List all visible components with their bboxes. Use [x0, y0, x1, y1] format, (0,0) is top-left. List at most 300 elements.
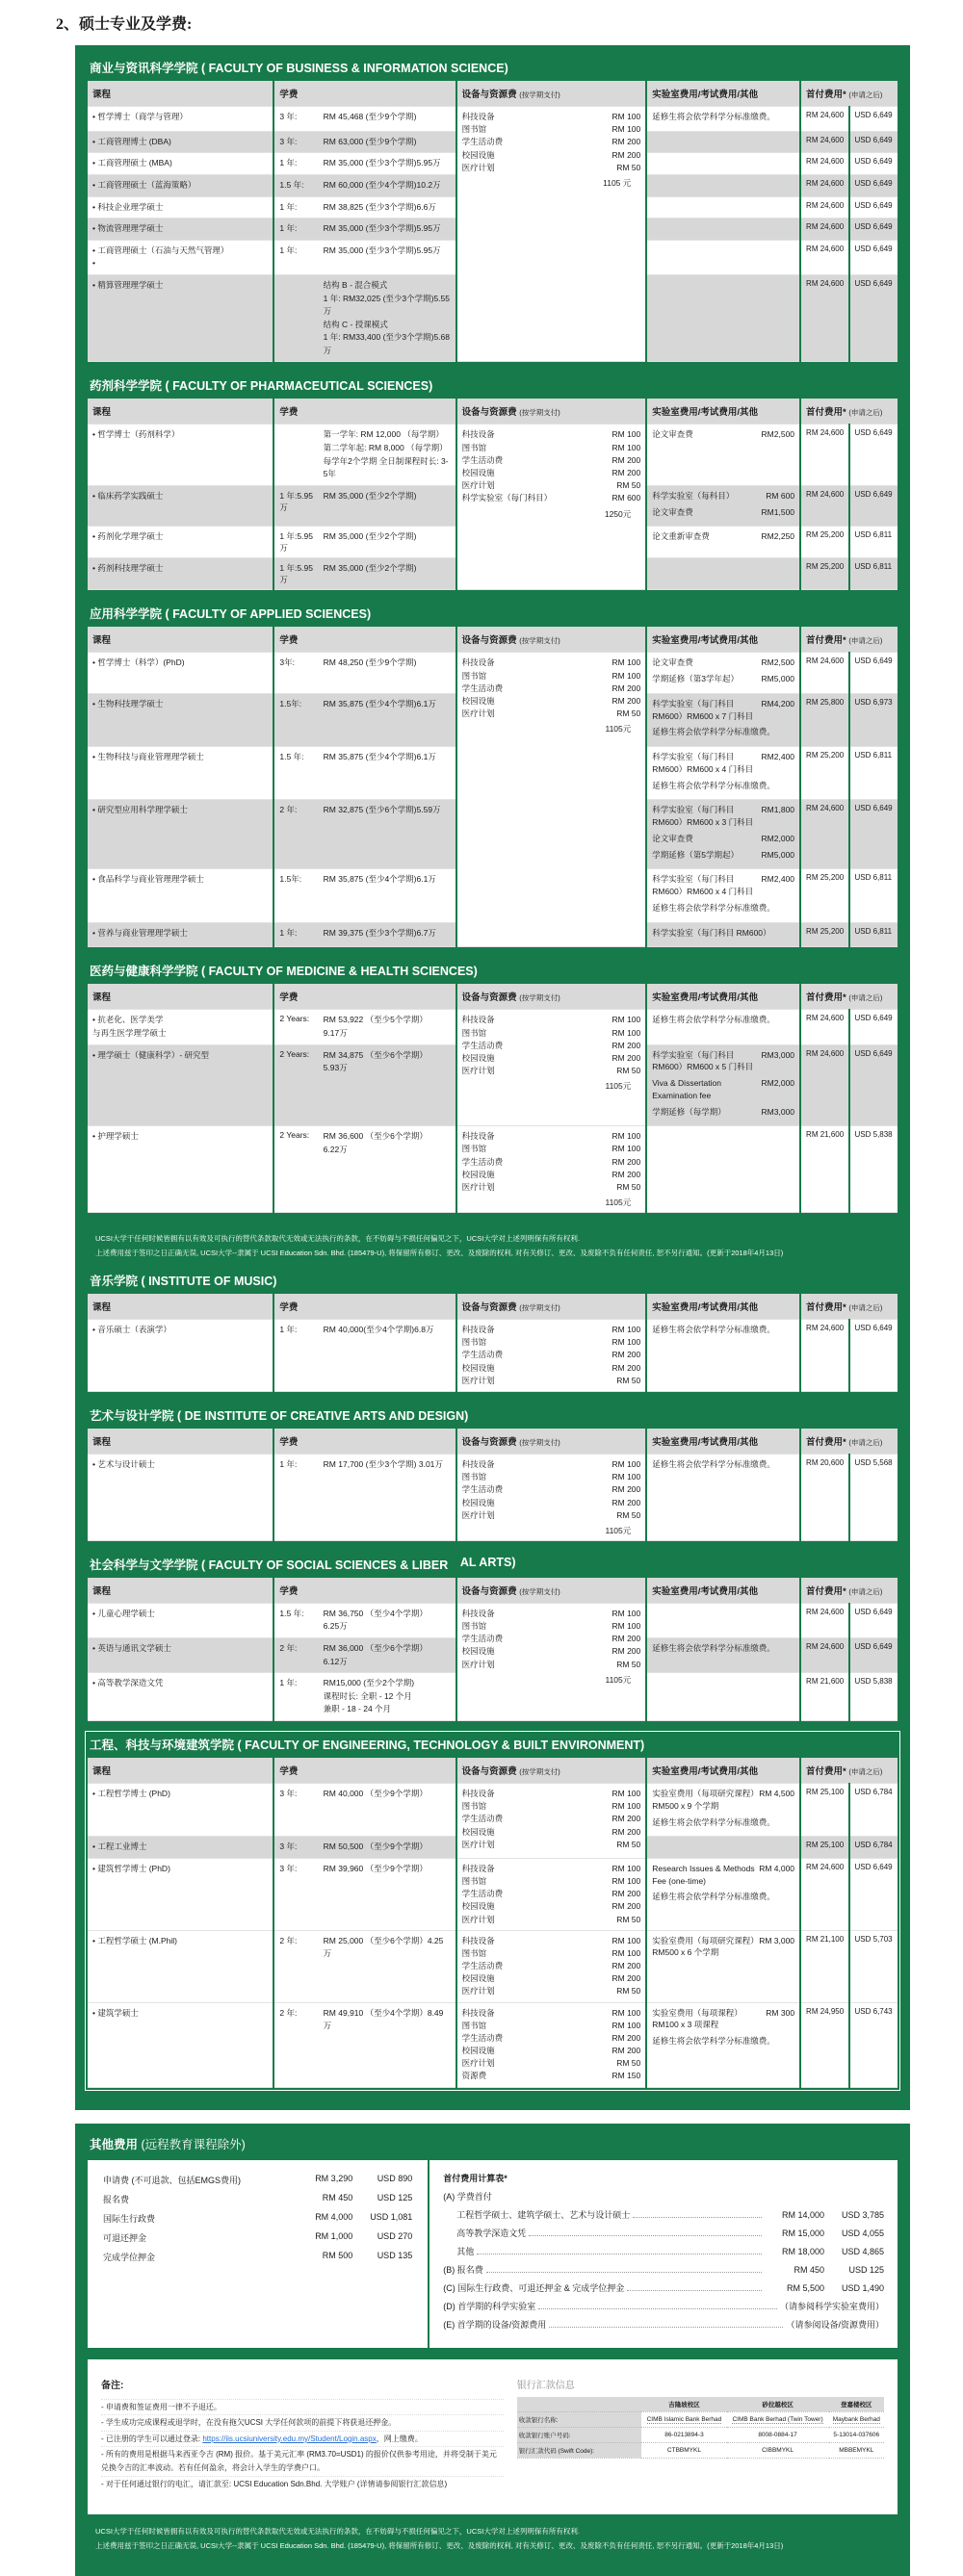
misc-fee-label: 申请费 (不可退款、包括EMGS费用) — [103, 2175, 241, 2185]
equipment-item-label: 资源费 — [461, 2071, 487, 2081]
course-cell — [88, 1044, 273, 1126]
equipment-item-price: RM 200 — [612, 1362, 641, 1373]
course-cell — [88, 1638, 273, 1673]
table-header-row — [88, 984, 898, 1010]
equipment-item-price: RM 100 — [612, 1337, 641, 1348]
equipment-item — [462, 1935, 641, 1947]
equipment-cell — [456, 425, 647, 590]
table-header-row — [88, 81, 898, 107]
bank-header-cell: 登嘉楼校区 — [829, 2397, 884, 2412]
lab-fees-cell — [646, 1455, 800, 1541]
header-downpayment-sub: (申请之后) — [848, 993, 883, 1003]
tuition-cell — [319, 1930, 456, 2002]
lab-fee-line — [652, 873, 794, 898]
tuition-cell — [319, 107, 456, 132]
equipment-item-label: 医疗计划 — [461, 2058, 495, 2069]
header-equipment: 设备与资源费 (按学期支付) — [456, 1758, 647, 1784]
calc-line — [443, 2281, 884, 2294]
equipment-item-label: 图书馆 — [461, 1801, 487, 1812]
header-tuition: 学费 — [273, 984, 455, 1010]
lab-fee-amount: RM5,000 — [761, 674, 795, 684]
lab-fee-label: 实验室费用（每项研究课程）RM500 x 9 个学期 — [652, 1789, 755, 1811]
equipment-item-price: RM 200 — [612, 1169, 641, 1179]
text-line: • 生物科技理学硕士 — [92, 698, 164, 708]
equipment-item-label: 校园设施 — [461, 1646, 495, 1657]
notes-panel — [88, 2369, 517, 2500]
equipment-cell — [456, 653, 647, 947]
equipment-item-price: RM 100 — [612, 2007, 641, 2018]
duration-cell: 2 年: — [273, 1638, 318, 1673]
calc-leader — [529, 2235, 762, 2236]
tuition-cell — [319, 153, 456, 175]
downpayment-usd-cell: USD 5,568 — [849, 1455, 898, 1541]
tuition-cell — [319, 196, 456, 219]
text-line: • 科技企业理学硕士 — [92, 201, 164, 212]
equipment-item-price: RM 100 — [612, 429, 641, 440]
downpayment-usd-cell: USD 6,649 — [849, 107, 898, 132]
downpayment-usd-cell: USD 6,811 — [849, 527, 898, 558]
equipment-item — [462, 1888, 641, 1900]
equipment-item-price: RM 50 — [616, 708, 641, 719]
disclaimer-line: 上述费用兹于签印之日正确无误, UCSI大学--隶属于 UCSI Education Sdn. Bhd. (185479-U), 将保留所有修订、更改、及废除的权利, 对有关修订、更改、及废除不负有任何责任, 恕不另行通知。(更新于2018年4月13日) — [95, 2541, 784, 2551]
lab-fee-label: 延修生将会依学科学分标准缴费。 — [652, 727, 775, 737]
calc-label: 工程哲学硕士、建筑学硕士、艺术与设计硕士 — [456, 2209, 631, 2220]
tuition-cell — [319, 558, 456, 590]
misc-fee-line — [103, 2212, 412, 2225]
downpayment-calc — [428, 2160, 898, 2348]
duration-cell — [273, 274, 318, 362]
equipment-item — [462, 1027, 641, 1040]
header-downpayment-sub: (申请之后) — [848, 1767, 883, 1777]
equipment-total: 1105元 — [605, 1198, 632, 1208]
tuition-cell — [319, 1858, 456, 1930]
course-cell — [88, 1320, 273, 1392]
downpayment-usd-cell: USD 6,649 — [849, 1638, 898, 1673]
lab-fees-cell — [646, 527, 800, 558]
downpayment-rm-cell: RM 24,600 — [800, 174, 848, 196]
text-line: RM 36,600 （至少6个学期） — [323, 1131, 428, 1142]
equipment-item-label: 学生活动费 — [461, 1889, 504, 1899]
lab-fee-line — [652, 2007, 794, 2032]
course-cell — [88, 747, 273, 800]
lab-fee-amount: RM4,200 — [761, 698, 795, 708]
duration-cell: 1 年: — [273, 153, 318, 175]
equipment-item-price: RM 50 — [616, 480, 641, 491]
lab-fee-line — [652, 833, 794, 845]
text-line: RM 35,000 (至少2个学期) — [323, 563, 417, 574]
equipment-item — [462, 492, 641, 504]
lab-fees-cell — [646, 196, 800, 219]
bank-title: 银行汇款信息 — [516, 2380, 575, 2391]
course-cell — [88, 653, 273, 694]
text-line: • 高等教学深造文凭 — [92, 1678, 164, 1688]
lab-fee-amount: RM2,500 — [761, 657, 795, 668]
lab-fee-line — [652, 1788, 794, 1813]
lab-fee-line — [652, 726, 794, 738]
equipment-item-price: RM 200 — [612, 683, 641, 693]
equipment-item-price: RM 200 — [612, 1973, 641, 1984]
misc-fee-line — [103, 2231, 412, 2244]
equipment-item-label: 图书馆 — [461, 670, 487, 681]
faculty-title-extra: AL ARTS) — [459, 1555, 516, 1569]
equipment-cell — [456, 1320, 647, 1392]
equipment-item-label: 图书馆 — [461, 2020, 487, 2030]
text-line: RM 49,910 （至少4个学期）8.49万 — [323, 2007, 444, 2031]
course-cell — [88, 1455, 273, 1541]
calc-line — [443, 2245, 884, 2257]
lab-fee-label: 论文审查费 — [652, 833, 693, 843]
lab-fee-line — [652, 804, 794, 829]
equipment-item-label: 医疗计划 — [461, 1181, 495, 1192]
lab-fee-label: 科学实验室（每门科目 RM600）RM600 x 4 门科目 — [652, 752, 754, 774]
disclaimer-line: UCSI大学于任何时候皆拥有以有效及可执行的替代条款取代无效或无法执行的条款，在不妨碍与不损任何偏见之下，UCSI大学对上述列明保有所有权利. — [95, 1234, 580, 1244]
bank-value: MBBEMYKL — [839, 2446, 874, 2454]
downpayment-rm-cell: RM 21,600 — [800, 1126, 848, 1213]
downpayment-usd-cell: USD 6,649 — [849, 1010, 898, 1044]
text-line: RM 35,875 (至少4个学期)6.1万 — [323, 698, 436, 708]
equipment-item — [462, 1483, 641, 1496]
equipment-item — [462, 1130, 641, 1143]
misc-fee-line — [103, 2193, 412, 2205]
text-line: RM 32,875 (至少6个学期)5.59万 — [323, 805, 441, 815]
header-tuition: 学费 — [273, 81, 455, 107]
equipment-item-price: RM 100 — [612, 657, 641, 668]
equipment-item-price: RM 200 — [612, 137, 641, 147]
equipment-item-price: RM 100 — [612, 1459, 641, 1469]
lab-fee-label: 学期延修（每学期） — [652, 1106, 726, 1117]
course-cell — [88, 425, 273, 485]
fees-table — [88, 627, 898, 947]
tuition-cell — [319, 274, 456, 362]
bank-row-label: 收款银行名称: — [517, 2411, 642, 2427]
lab-fee-line — [652, 751, 794, 776]
lab-fee-line — [652, 673, 794, 685]
equipment-item-price: RM 200 — [612, 149, 641, 160]
equipment-item-price: RM 200 — [612, 1350, 641, 1360]
lab-fee-label: 延修生将会依学科学分标准缴费。 — [652, 2036, 775, 2047]
header-lab: 实验室费用/考试费用/其他 — [646, 1758, 800, 1784]
header-course: 课程 — [88, 1294, 273, 1320]
equipment-item-label: 科技设备 — [461, 1015, 495, 1025]
lab-fees-cell — [646, 869, 800, 922]
equipment-total: 1250元 — [604, 508, 632, 519]
downpayment-usd-cell: USD 6,811 — [849, 922, 898, 947]
course-cell — [88, 240, 273, 274]
header-downpayment-sub: (申请之后) — [848, 1586, 883, 1596]
lab-fees-cell — [646, 107, 800, 132]
equipment-item-price: RM 200 — [612, 1901, 641, 1912]
lab-fees-cell — [646, 1930, 800, 2002]
equipment-item-label: 校园设施 — [461, 149, 495, 160]
header-equipment-sub: (按学期支付) — [519, 1767, 560, 1777]
text-line: • 物流管理理学硕士 — [92, 223, 164, 234]
footer-disclaimer — [88, 2514, 898, 2563]
equipment-item — [462, 683, 641, 695]
lab-fees-cell — [646, 800, 800, 869]
calc-usd: USD 125 — [848, 2264, 884, 2275]
equipment-item-label: 科技设备 — [461, 1325, 495, 1335]
tuition-cell — [319, 1455, 456, 1541]
text-line: 结构 B - 混合模式 — [323, 279, 388, 290]
equipment-item — [462, 1839, 641, 1851]
lab-fees-cell — [646, 1858, 800, 1930]
equipment-item-label: 学生活动费 — [461, 683, 504, 693]
equipment-item-price: RM 50 — [616, 162, 641, 172]
downpayment-usd-cell: USD 6,649 — [849, 153, 898, 175]
note-item: - 所有的费用是根据马来西亚令吉 (RM) 报价。基于美元汇率 (RM3.70=USD1) 的报价仅供参考用途，并将受制于美元兑换令吉的汇率波动。若有任何盈余，将会计入学生的学费户口。 — [101, 2446, 504, 2475]
equipment-item-price: RM 100 — [612, 1027, 641, 1038]
duration-cell: 3 年: — [273, 1784, 318, 1837]
header-equipment-sub: (按学期支付) — [519, 90, 560, 99]
calc-label: 高等教学深造文凭 — [456, 2228, 527, 2238]
bank-value: CIMB Islamic Bank Berhad — [646, 2415, 722, 2423]
text-line: RM 60,000 (至少4个学期)10.2万 — [323, 179, 441, 190]
equipment-item-label: 学生活动费 — [461, 454, 504, 465]
downpayment-usd-cell: USD 6,649 — [849, 196, 898, 219]
calc-leader — [549, 2327, 783, 2328]
lab-fee-amount: RM5,000 — [761, 849, 795, 860]
course-cell — [88, 274, 273, 362]
header-course: 课程 — [88, 984, 273, 1010]
table-row — [88, 1603, 898, 1637]
course-cell — [88, 1126, 273, 1213]
text-line: RM15,000 (至少2个学期) — [323, 1678, 415, 1688]
text-line: • 建筑哲学博士 (PhD) — [92, 1863, 170, 1873]
course-cell — [88, 1673, 273, 1721]
downpayment-usd-cell: USD 6,649 — [849, 174, 898, 196]
bank-value-cell — [829, 2427, 884, 2442]
lab-fee-line — [652, 111, 794, 123]
misc-fee-label: 国际生行政费 — [103, 2213, 156, 2224]
equipment-item-price: RM 100 — [612, 1801, 641, 1812]
lab-fees-cell — [646, 219, 800, 241]
table-row — [88, 2002, 898, 2087]
text-line: • 食品科学与商业管理理学硕士 — [92, 874, 204, 885]
header-course: 课程 — [88, 81, 273, 107]
other-fees-block — [75, 2124, 910, 2576]
calc-label: (C) 国际生行政费、可退还押金 & 完成学位押金 — [443, 2282, 625, 2293]
equipment-item-price: RM 100 — [612, 442, 641, 452]
bank-row — [517, 2442, 884, 2458]
equipment-item — [462, 1875, 641, 1888]
table-header-row — [88, 1294, 898, 1320]
table-row — [88, 1784, 898, 1837]
downpayment-rm-cell: RM 24,600 — [800, 1638, 848, 1673]
equipment-item — [462, 136, 641, 148]
table-row — [88, 1010, 898, 1044]
calc-usd: USD 4,865 — [841, 2246, 884, 2256]
tuition-cell — [319, 1603, 456, 1637]
lab-fee-line — [652, 927, 794, 940]
downpayment-usd-cell: USD 6,649 — [849, 1858, 898, 1930]
lab-fees-cell — [646, 1010, 800, 1044]
text-line: 课程时长: 全职 - 12 个月 — [323, 1690, 412, 1701]
header-downpayment: 首付费用* (申请之后) — [800, 627, 898, 653]
text-line: • 哲学博士（科学）(PhD) — [92, 657, 185, 668]
fees-table — [88, 81, 898, 362]
equipment-item-label: 学生活动费 — [461, 2032, 504, 2043]
lab-fee-label: Viva & Dissertation Examination fee — [652, 1078, 721, 1100]
note-item: - 学生成功完成课程或退学时，在没有拖欠UCSI 大学任何款项的前提下将获退还押金。 — [101, 2414, 504, 2431]
equipment-item-price: RM 600 — [612, 493, 641, 503]
duration-cell: 1 年: — [273, 240, 318, 274]
downpayment-usd-cell: USD 6,811 — [849, 869, 898, 922]
equipment-item — [462, 1813, 641, 1825]
student-portal-link[interactable]: https://iis.ucsiuniversity.edu.my/Student/Login.aspx — [202, 2434, 377, 2443]
lab-fees-cell — [646, 131, 800, 153]
faculty-section — [88, 1404, 898, 1541]
equipment-item-price: RM 200 — [612, 1889, 641, 1899]
lab-fees-cell — [646, 153, 800, 175]
lab-fee-label: 实验室费用（每项课程）RM100 x 3 项课程 — [652, 2007, 742, 2030]
equipment-item-price: RM 200 — [612, 1052, 641, 1063]
text-line: 每学年2个学期 全日制课程时长: 3-5年 — [323, 455, 449, 479]
equipment-cell — [456, 1455, 647, 1541]
header-equipment: 设备与资源费 (按学期支付) — [456, 1294, 647, 1320]
other-fees-title-main: 其他费用 — [90, 2137, 139, 2151]
equipment-item — [462, 1375, 641, 1387]
equipment-item-price: RM 50 — [616, 1181, 641, 1192]
calc-rm: RM 18,000 — [781, 2246, 824, 2256]
equipment-item-price: RM 50 — [616, 1914, 641, 1924]
downpayment-usd-cell: USD 6,649 — [849, 800, 898, 869]
downpayment-usd-cell: USD 6,649 — [849, 485, 898, 527]
downpayment-usd-cell: USD 5,838 — [849, 1673, 898, 1721]
text-line: RM 50,500 （至少9个学期） — [323, 1842, 428, 1852]
downpayment-rm-cell: RM 24,600 — [800, 800, 848, 869]
table-header-row — [88, 399, 898, 425]
downpayment-rm-cell: RM 25,100 — [800, 1837, 848, 1859]
lab-fee-amount: RM 3,000 — [759, 1935, 795, 1945]
text-line: 9.17万 — [323, 1027, 348, 1038]
equipment-item-price: RM 200 — [612, 1484, 641, 1495]
equipment-item — [462, 657, 641, 669]
equipment-item-price: RM 200 — [612, 1961, 641, 1971]
equipment-item-price: RM 100 — [612, 1131, 641, 1142]
tuition-cell — [319, 747, 456, 800]
equipment-item-label: 校园设施 — [461, 695, 495, 706]
bank-panel — [517, 2369, 898, 2500]
downpayment-usd-cell: USD 6,784 — [849, 1784, 898, 1837]
table-header-row — [88, 627, 898, 653]
equipment-item-price: RM 200 — [612, 1814, 641, 1824]
equipment-item-label: 图书馆 — [461, 1621, 487, 1632]
header-downpayment: 首付费用* (申请之后) — [800, 81, 898, 107]
lab-fee-line — [652, 657, 794, 669]
calc-leader — [633, 2217, 762, 2218]
course-cell — [88, 1858, 273, 1930]
equipment-item — [462, 454, 641, 467]
tuition-cell — [319, 922, 456, 947]
lab-fee-label: 延修生将会依学科学分标准缴费。 — [652, 1892, 775, 1902]
downpayment-usd-cell: USD 6,649 — [849, 1044, 898, 1126]
equipment-item-price: RM 200 — [612, 2032, 641, 2043]
duration-cell: 1 年: — [273, 1673, 318, 1721]
misc-fee-usd: USD 270 — [377, 2230, 413, 2241]
text-line: • 哲学博士（商学与管理） — [92, 112, 188, 121]
downpayment-rm-cell: RM 24,600 — [800, 425, 848, 485]
downpayment-usd-cell: USD 6,649 — [849, 425, 898, 485]
equipment-item-price: RM 200 — [612, 1634, 641, 1644]
header-equipment-sub: (按学期支付) — [519, 993, 560, 1003]
downpayment-rm-cell: RM 21,100 — [800, 1930, 848, 2002]
lab-fee-label: 科学实验室（每门科目 RM600）RM600 x 5 门科目 — [652, 1049, 754, 1072]
header-lab: 实验室费用/考试费用/其他 — [646, 1294, 800, 1320]
tuition-cell — [319, 1010, 456, 1044]
text-line: 1 年: RM33,400 (至少3个学期)5.68万 — [323, 332, 450, 355]
misc-fee-line — [103, 2174, 412, 2186]
equipment-item — [462, 2020, 641, 2032]
lab-fee-label: 科学实验室（每门科目 RM600）RM600 x 7 门科目 — [652, 698, 754, 721]
lab-fee-line — [652, 1891, 794, 1903]
calc-label: (B) 报名费 — [443, 2264, 483, 2275]
text-line: • 工商管理硕士（蓝海策略） — [92, 179, 196, 190]
downpayment-rm-cell: RM 24,600 — [800, 1044, 848, 1126]
duration-cell: 1 年: — [273, 219, 318, 241]
text-line: • 工商管理博士 (DBA) — [92, 136, 171, 146]
equipment-item — [462, 1863, 641, 1875]
equipment-cell — [456, 1784, 647, 1859]
course-cell — [88, 1603, 273, 1637]
header-downpayment-sub: (申请之后) — [848, 408, 883, 418]
text-line: RM 17,700 (至少3个学期) 3.01万 — [323, 1459, 443, 1469]
lab-fee-label: 科学实验室（每门科目 RM600）RM600 x 4 门科目 — [652, 874, 754, 897]
faculty-title: 商业与资讯科学学院 ( FACULTY OF BUSINESS & INFORMATION SCIENCE) — [90, 62, 508, 75]
text-line: 1 年: RM32,025 (至少3个学期)5.55万 — [323, 293, 450, 317]
text-line: RM 35,000 (至少2个学期) — [323, 490, 417, 501]
equipment-item — [462, 2057, 641, 2070]
equipment-item-price: RM 100 — [612, 1863, 641, 1873]
downpayment-rm-cell: RM 24,600 — [800, 1320, 848, 1392]
table-row — [88, 1455, 898, 1541]
bank-value-cell — [727, 2442, 829, 2458]
lab-fees-cell — [646, 558, 800, 590]
calc-rm: RM 14,000 — [781, 2209, 824, 2220]
course-cell — [88, 1930, 273, 2002]
equipment-item-label: 科技设备 — [461, 2007, 495, 2018]
text-line: • 工程哲学博士 (PhD) — [92, 1789, 170, 1799]
header-downpayment: 首付费用* (申请之后) — [800, 1429, 898, 1455]
lab-fee-line — [652, 1106, 794, 1119]
duration-cell: 3 年: — [273, 131, 318, 153]
course-cell — [88, 153, 273, 175]
downpayment-rm-cell: RM 21,600 — [800, 1673, 848, 1721]
tuition-cell — [319, 869, 456, 922]
text-line: • 临床药学实践硕士 — [92, 490, 164, 501]
equipment-item — [462, 428, 641, 441]
misc-fee-usd: USD 125 — [377, 2192, 413, 2202]
equipment-item-label: 校园设施 — [461, 467, 495, 477]
equipment-item — [462, 1509, 641, 1522]
downpayment-calc-title: 首付费用计算表* — [443, 2173, 508, 2183]
duration-cell: 1.5 年: — [273, 174, 318, 196]
downpayment-usd-cell: USD 6,973 — [849, 693, 898, 746]
text-line: • 抗老化、医学美学 — [92, 1015, 164, 1025]
header-equipment-sub: (按学期支付) — [519, 636, 560, 646]
text-line: • 精算管理理学硕士 — [92, 279, 164, 290]
text-line: • 理学硕士（健康科学）- 研究型 — [92, 1049, 210, 1060]
lab-fee-line — [652, 1935, 794, 1960]
tuition-cell — [319, 240, 456, 274]
header-lab: 实验室费用/考试费用/其他 — [646, 627, 800, 653]
lab-fee-label: 延修生将会依学科学分标准缴费。 — [652, 1643, 775, 1654]
table-header-row — [88, 1758, 898, 1784]
tuition-cell — [319, 653, 456, 694]
lab-fee-label: 延修生将会依学科学分标准缴费。 — [652, 1325, 775, 1335]
equipment-total: 1105 元 — [603, 177, 632, 188]
header-course: 课程 — [88, 627, 273, 653]
lab-fee-line — [652, 1816, 794, 1829]
